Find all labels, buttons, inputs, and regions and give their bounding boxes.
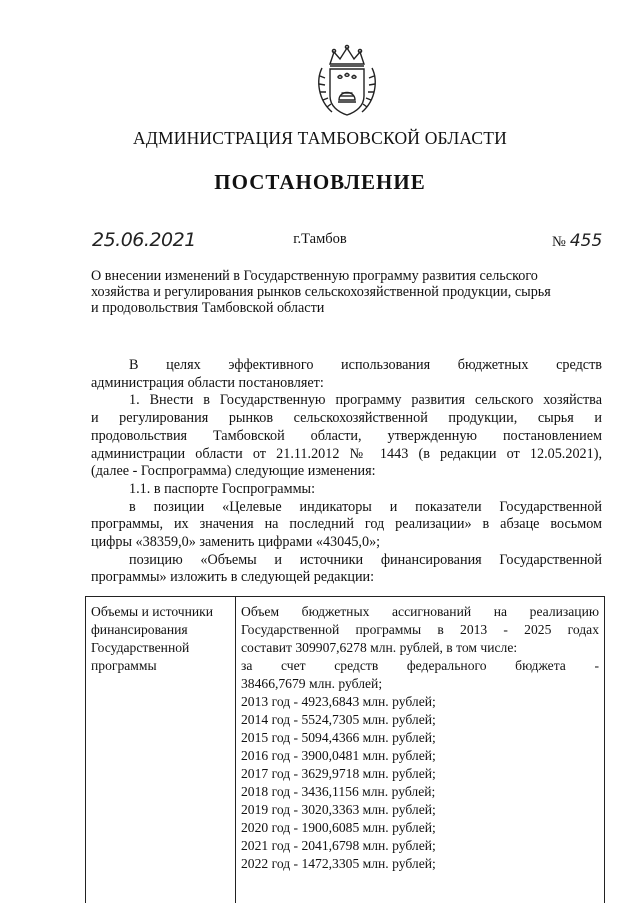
value-line: Государственной программы в 2013 - 2025 годах: [241, 622, 599, 637]
year-amount-line: 2021 год - 2041,6798 млн. рублей;: [241, 838, 436, 853]
organization-name: АДМИНИСТРАЦИЯ ТАМБОВСКОЙ ОБЛАСТИ: [133, 128, 507, 148]
paragraph-line: В целях эффективного использования бюджетных средств: [129, 357, 602, 373]
value-line: 38466,7679 млн. рублей;: [241, 676, 383, 691]
document-type: ПОСТАНОВЛЕНИЕ: [214, 170, 426, 194]
year-amount-line: 2019 год - 3020,3363 млн. рублей;: [241, 802, 436, 817]
city: г.Тамбов: [293, 231, 347, 247]
subject-line: и продовольствия Тамбовской области: [91, 300, 325, 316]
paragraph-line: позицию «Объемы и источники финансирования Государственной: [129, 551, 602, 568]
year-amount-line: 2015 год - 5094,4366 млн. рублей;: [241, 730, 436, 745]
paragraph-line: 1.1. в паспорте Госпрограммы:: [129, 480, 316, 497]
paragraph-line: (далее - Госпрограмма) следующие изменения:: [91, 463, 376, 480]
handwritten-date: 25.06.2021: [92, 229, 196, 251]
value-line: Объем бюджетных ассигнований на реализацию: [241, 604, 599, 619]
year-amount-line: 2017 год - 3629,9718 млн. рублей;: [241, 766, 436, 781]
paragraph-line: программы» изложить в следующей редакции:: [91, 569, 375, 586]
document-number: [552, 231, 602, 251]
tambov-region-coat-of-arms-icon: [312, 44, 382, 118]
paragraph-line: продовольствия Тамбовской области, утвержденную постановлением: [91, 427, 602, 444]
year-amount-line: 2016 год - 3900,0481 млн. рублей;: [241, 748, 436, 763]
subject-line: хозяйства и регулирования рынков сельскохозяйственной продукции, сырья: [91, 284, 551, 300]
paragraph-line: в позиции «Целевые индикаторы и показатели Государственной: [129, 498, 602, 515]
year-amount-line: 2014 год - 5524,7305 млн. рублей;: [241, 712, 436, 727]
document-body: [91, 357, 602, 587]
table-column-divider: [235, 597, 236, 903]
year-amount-line: 2013 год - 4923,6843 млн. рублей;: [241, 694, 436, 709]
year-amount-line: 2022 год - 1472,3305 млн. рублей;: [241, 856, 436, 871]
document-subject: [91, 268, 611, 316]
year-amount-line: 2020 год - 1900,6085 млн. рублей;: [241, 820, 436, 835]
paragraph-line: администрации области от 21.11.2012 № 1443 (в редакции от 12.05.2021),: [91, 445, 602, 462]
year-amount-line: 2018 год - 3436,1156 млн. рублей;: [241, 784, 436, 799]
paragraph-line: 1. Внести в Государственную программу развития сельского хозяйства: [129, 392, 602, 409]
value-line: за счет средств федерального бюджета -: [241, 658, 599, 673]
paragraph-line: цифры «38359,0» заменить цифрами «43045,0»;: [91, 534, 381, 551]
label-line: Объемы и источники: [91, 604, 214, 619]
table-value-cell: [241, 603, 599, 873]
paragraph-line: администрация области постановляет:: [91, 374, 324, 391]
value-line: составит 309907,6278 млн. рублей, в том числе:: [241, 640, 518, 655]
funding-table: [85, 596, 605, 903]
table-label-cell: [91, 603, 231, 675]
subject-line: О внесении изменений в Государственную программу развития сельского: [91, 268, 538, 284]
paragraph-line: программы, их значения на последний год реализации» в абзаце восьмом: [91, 516, 602, 533]
label-line: программы: [91, 658, 157, 673]
paragraph-line: и регулирования рынков сельскохозяйственной продукции, сырья и: [91, 410, 602, 427]
number-prefix: №: [552, 234, 566, 250]
label-line: финансирования: [91, 622, 188, 637]
label-line: Государственной: [91, 640, 190, 655]
handwritten-number: 455: [569, 231, 603, 251]
